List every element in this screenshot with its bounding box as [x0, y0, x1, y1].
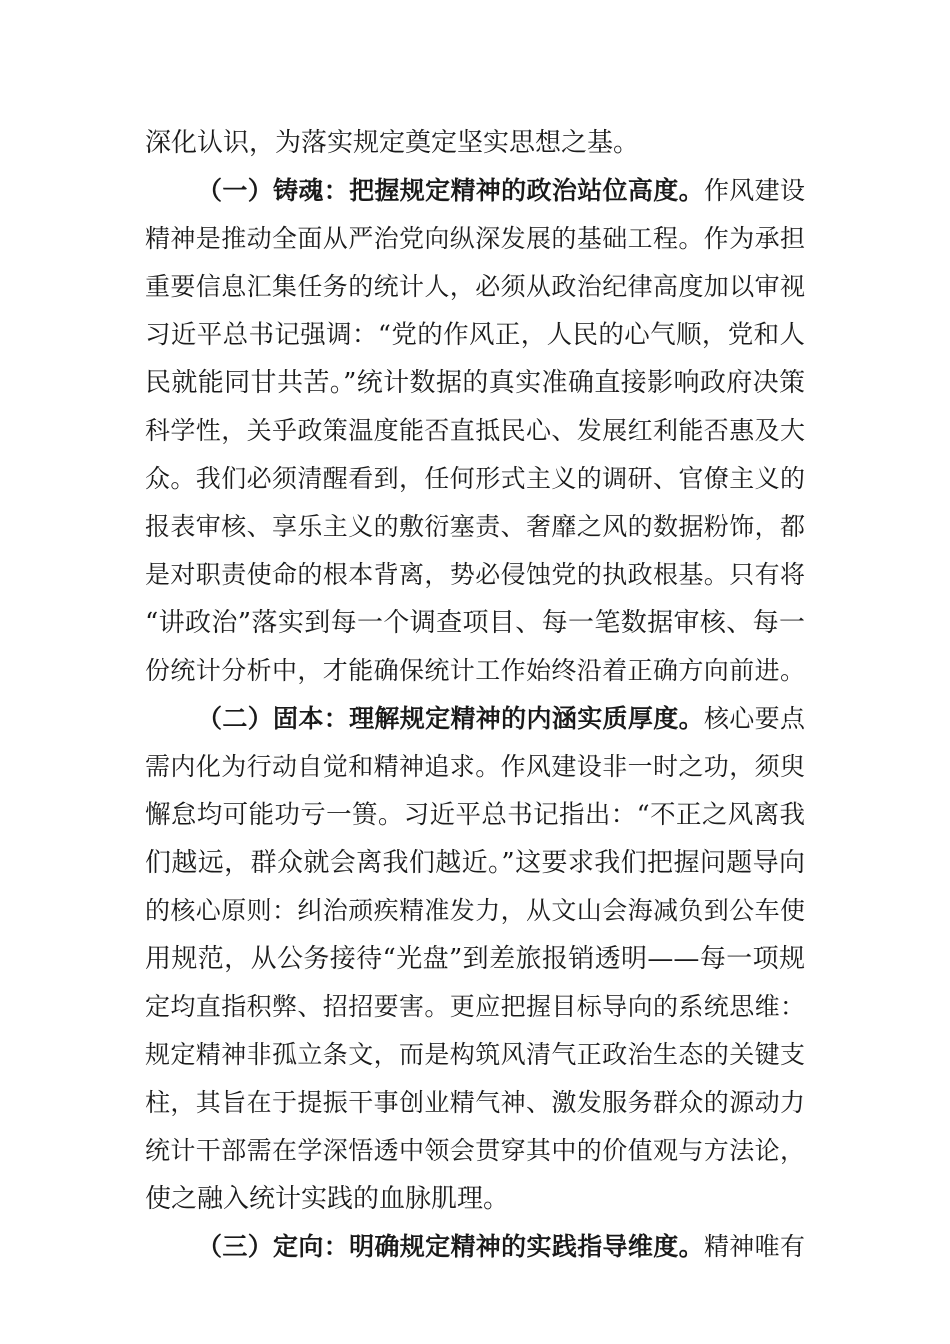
paragraph-line [145, 461, 805, 497]
line-text: 精神唯有 [703, 1232, 805, 1261]
paragraph-line [145, 557, 805, 593]
paragraph-line [145, 1037, 805, 1073]
line-text: 众。我们必须清醒看到，任何形式主义的调研、官僚主义的 [145, 464, 805, 493]
line-text: 报表审核、享乐主义的敷衍塞责、奢靡之风的数据粉饰，都 [145, 512, 805, 541]
paragraph-line [145, 1085, 805, 1121]
paragraph-line [145, 221, 805, 257]
line-text: 民就能同甘共苦。”统计数据的真实准确直接影响政府决策 [145, 368, 805, 398]
section-heading: （一）铸魂：把握规定精神的政治站位高度。 [197, 176, 704, 205]
paragraph-line [145, 413, 805, 449]
line-text: 规定精神非孤立条文，而是构筑风清气正政治生态的关键支 [145, 1040, 805, 1069]
paragraph-line [145, 605, 805, 641]
line-text: 们越远，群众就会离我们越近。”这要求我们把握问题导向 [145, 848, 805, 878]
line-text: 份统计分析中，才能确保统计工作始终沿着正确方向前进。 [145, 656, 805, 685]
line-text: 柱，其旨在于提振干事创业精气神、激发服务群众的源动力 [145, 1088, 805, 1117]
section-heading-line [197, 701, 805, 737]
line-text: 精神是推动全面从严治党向纵深发展的基础工程。作为承担 [145, 224, 805, 253]
line-text: 懈怠均可能功亏一篑。习近平总书记指出：“不正之风离我 [145, 800, 805, 830]
paragraph-line [145, 989, 805, 1025]
section-heading: （二）固本：理解规定精神的内涵实质厚度。 [197, 704, 704, 733]
line-text: 作风建设 [703, 176, 805, 205]
line-text: 统计干部需在学深悟透中领会贯穿其中的价值观与方法论， [145, 1136, 805, 1165]
paragraph-line [145, 653, 805, 689]
paragraph-line [145, 509, 805, 545]
line-text: 使之融入统计实践的血脉肌理。 [145, 1184, 510, 1214]
paragraph-line [145, 941, 805, 977]
line-text: 需内化为行动自觉和精神追求。作风建设非一时之功，须臾 [145, 752, 805, 781]
paragraph-line [145, 845, 805, 881]
line-text: 核心要点 [703, 704, 805, 733]
paragraph-line [145, 1133, 805, 1169]
paragraph-line [145, 1181, 805, 1217]
line-text: 定均直指积弊、招招要害。更应把握目标导向的系统思维： [145, 992, 805, 1021]
paragraph-line [145, 797, 805, 833]
line-text: “讲政治”落实到每一个调查项目、每一笔数据审核、每一 [145, 608, 805, 638]
paragraph-line [145, 125, 805, 161]
line-text: 科学性，关乎政策温度能否直抵民心、发展红利能否惠及大 [145, 416, 805, 445]
paragraph-line [145, 317, 805, 353]
line-text: 习近平总书记强调：“党的作风正，人民的心气顺，党和人 [145, 320, 805, 350]
line-text: 是对职责使命的根本背离，势必侵蚀党的执政根基。只有将 [145, 560, 805, 589]
paragraph-line [145, 749, 805, 785]
line-text: 用规范，从公务接待“光盘”到差旅报销透明——每一项规 [145, 944, 805, 974]
paragraph-line [145, 269, 805, 305]
line-text: 的核心原则：纠治顽疾精准发力，从文山会海减负到公车使 [145, 896, 805, 925]
line-text: 重要信息汇集任务的统计人，必须从政治纪律高度加以审视 [145, 272, 805, 301]
paragraph-line [145, 893, 805, 929]
section-heading-line [197, 1229, 805, 1265]
paragraph-line [145, 365, 805, 401]
section-heading: （三）定向：明确规定精神的实践指导维度。 [197, 1232, 704, 1261]
line-text: 深化认识，为落实规定奠定坚实思想之基。 [145, 128, 640, 158]
section-heading-line [197, 173, 805, 209]
